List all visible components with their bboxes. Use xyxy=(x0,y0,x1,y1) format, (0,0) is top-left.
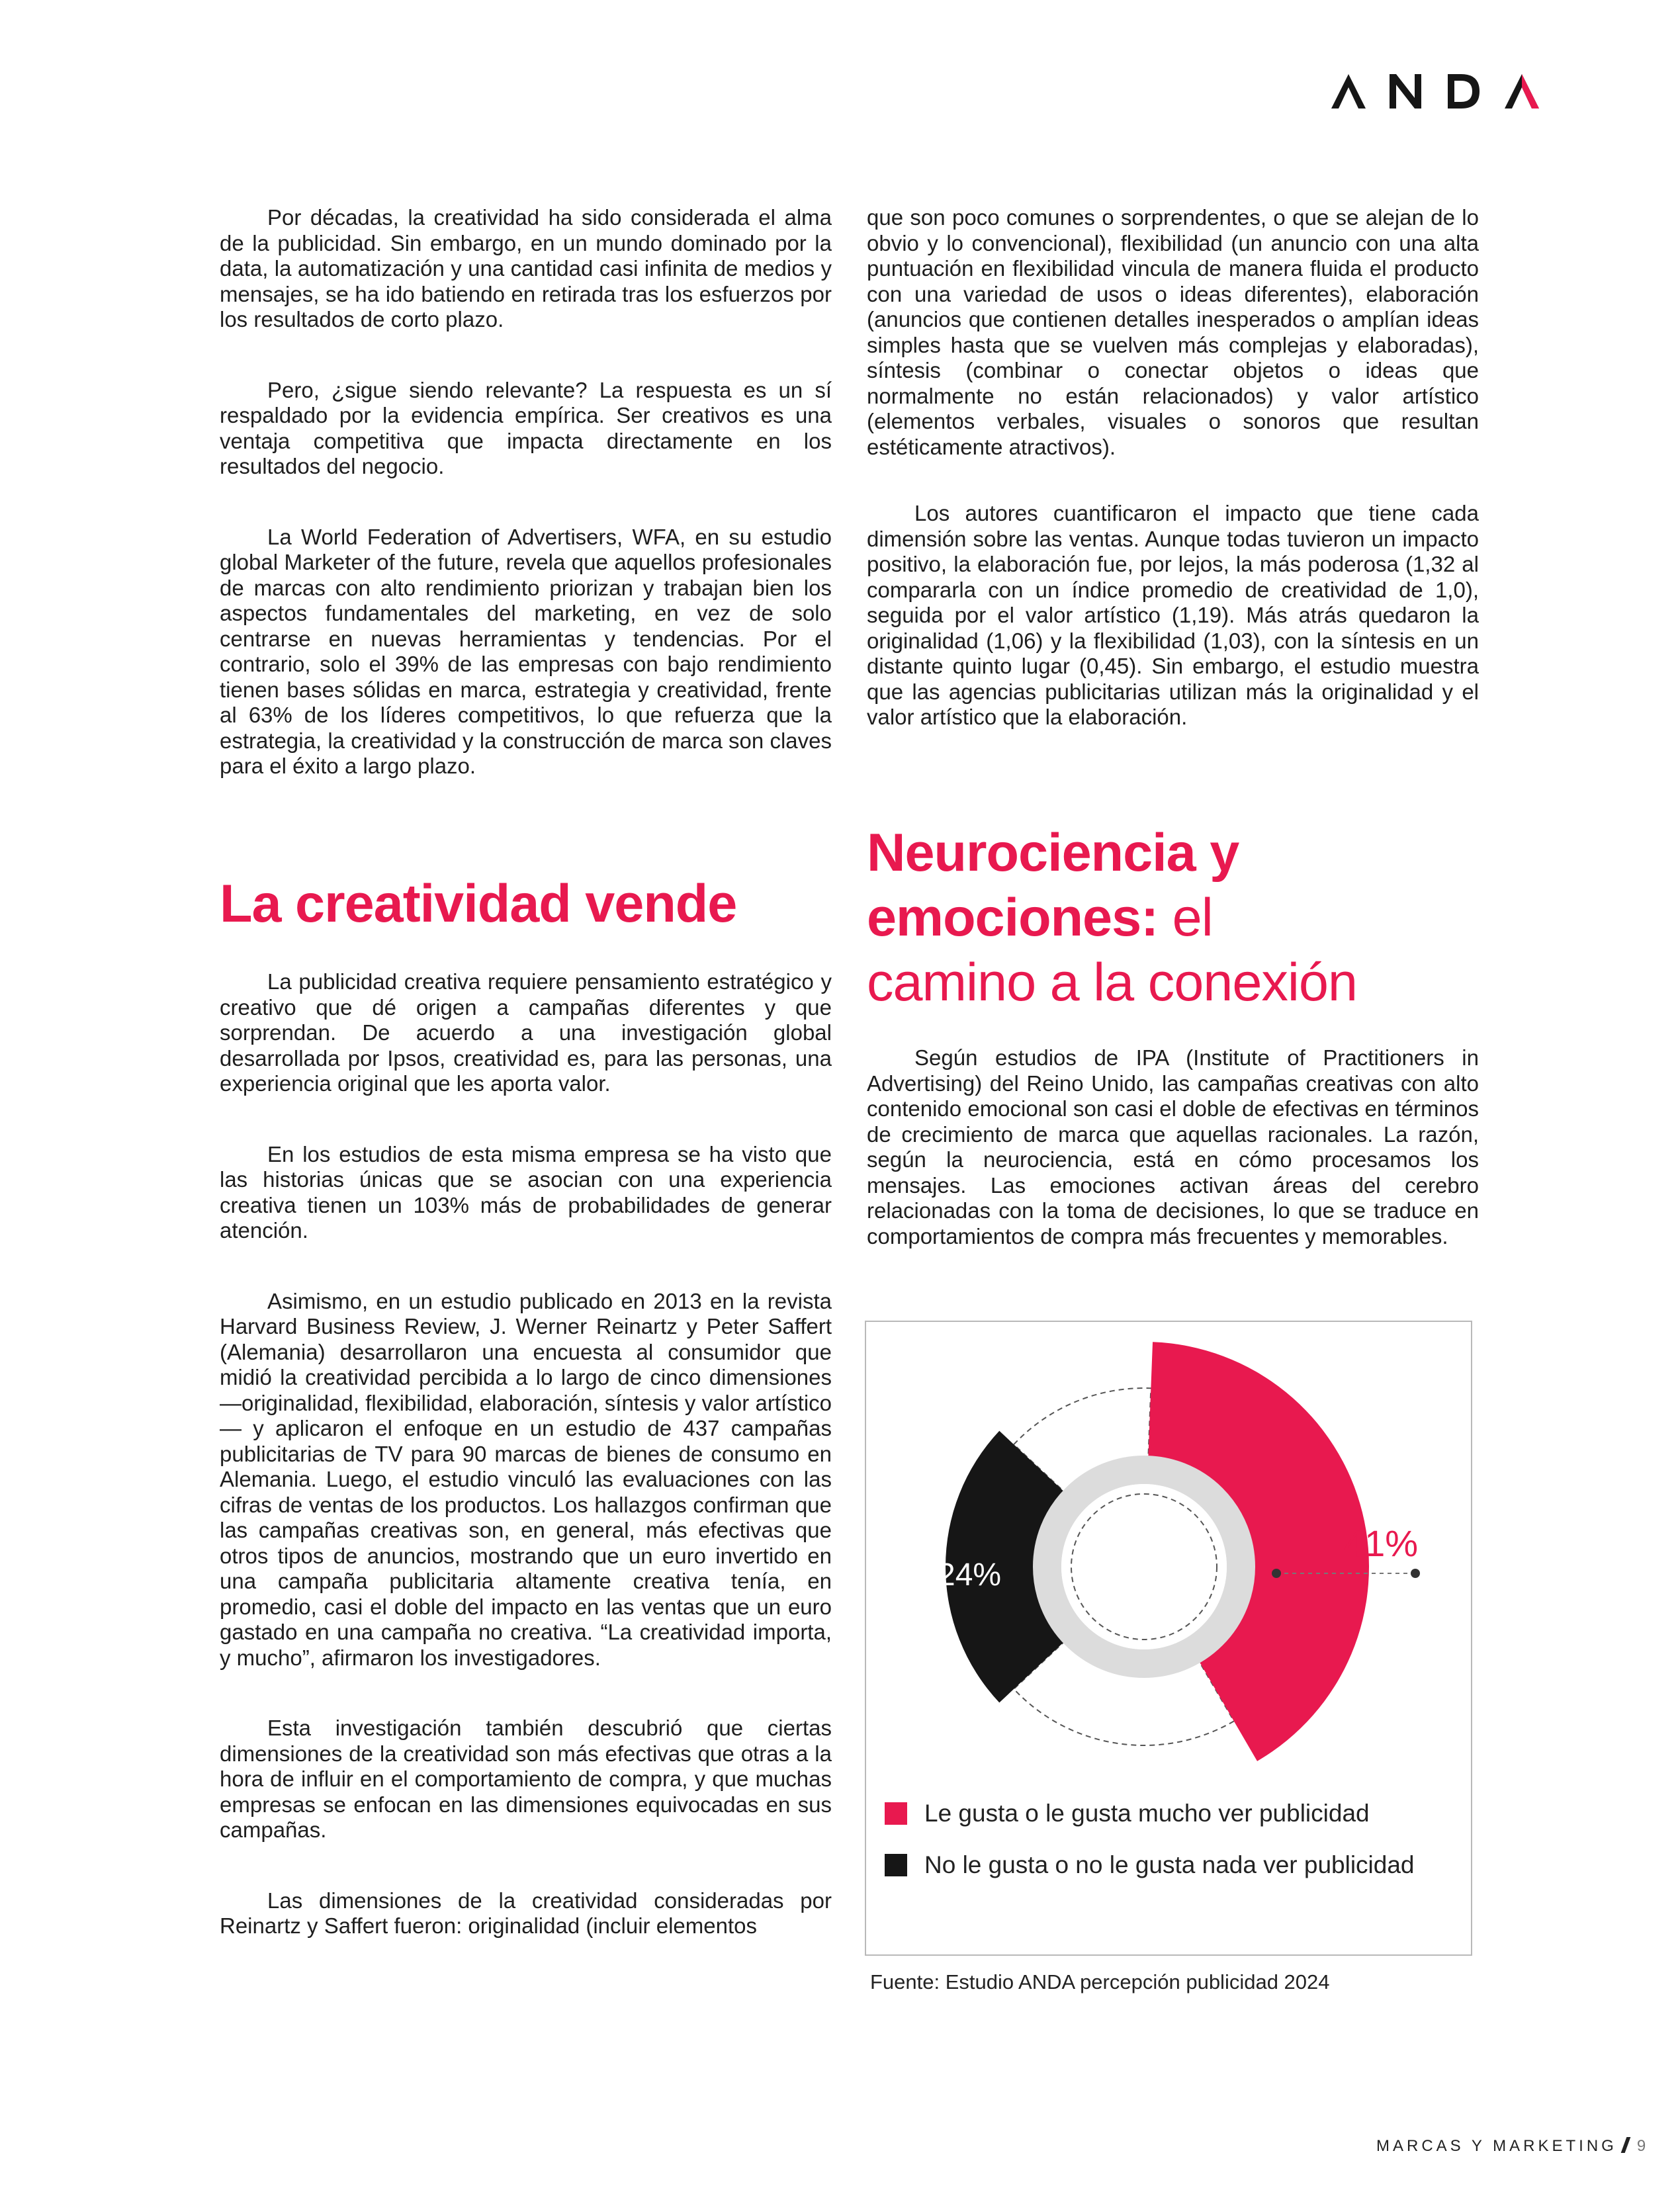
legend-swatch-black xyxy=(885,1854,907,1876)
heading-line-2-bold: emociones: xyxy=(867,888,1159,947)
legend-item-dislike xyxy=(885,1850,1454,1880)
data-label-like: 41% xyxy=(1344,1522,1419,1564)
right-column-lower xyxy=(867,1045,1479,1249)
legend-item-like xyxy=(885,1798,1454,1829)
page-footer xyxy=(1376,2137,1646,2164)
paragraph-dimensiones: Esta investigación también descubrió que ciertas dimensiones de la creatividad son más efectivas que otras a la hora de influir en el comportamiento de compra, y que muchas empresas se enfocan en las dimensiones equivocadas en sus campañas. xyxy=(220,1716,832,1842)
paragraph-reinartz: Las dimensiones de la creatividad consideradas por Reinartz y Saffert fueron: originalidad (incluir elementos xyxy=(220,1888,832,1938)
paragraph-intro: Por décadas, la creatividad ha sido considerada el alma de la publicidad. Sin embargo, en un mundo dominado por la data, la automatización y una cantidad casi infinita de medios y mensajes, se ha ido batiendo en retirada tras los esfuerzos por los resultados de corto plazo. xyxy=(220,205,832,331)
heading-line-1: Neurociencia y xyxy=(867,823,1239,883)
legend-swatch-pink xyxy=(885,1802,907,1825)
paragraph-dimension-definitions: que son poco comunes o sorprendentes, o que se alejan de lo obvio y lo convencional), flexibilidad (un anuncio con una alta puntuación en flexibilidad vincula de manera fluida el producto con una variedad de usos o ideas diferentes), elaboración (anuncios que contienen detalles inesperados o amplían ideas simples hasta que se vuelven más complejas y elaboradas), síntesis (combinar o conectar objetos o ideas que normalmente no están relacionados) y valor artístico (elementos verbales, visuales o sonoros que resultan estéticamente atractivos). xyxy=(867,205,1479,459)
left-column-lower xyxy=(220,969,832,1939)
paragraph-ipa: Según estudios de IPA (Institute of Practitioners in Advertising) del Reino Unido, las campañas creativas con alto contenido emocional son casi el doble de efectivas en términos de crecimiento de marca que aquellas racionales. La razón, según la neurociencia, está en cómo procesamos los mensajes. Las emociones activan áreas del cerebro relacionadas con la toma de decisiones, lo que se traduce en comportamientos de compra más frecuentes y memorables. xyxy=(867,1045,1479,1248)
footer-separator-icon xyxy=(1620,2137,1630,2153)
paragraph-impacto: Los autores cuantificaron el impacto que tiene cada dimensión sobre las ventas. Aunque todas tuvieron un impacto positivo, la elaboración fue, por lejos, la más poderosa (1,32 al compararla con un índice promedio de creatividad de 1,0), seguida por el valor artístico (1,19). Más atrás quedaron la originalidad (1,06) y la flexibilidad (1,03), con la síntesis en un distante quinto lugar (0,45). Sin embargo, el estudio muestra que las agencias publicitarias utilizan más la originalidad y el valor artístico que la elaboración. xyxy=(867,501,1479,729)
anda-logo xyxy=(1330,71,1542,111)
paragraph-wfa: La World Federation of Advertisers, WFA, en su estudio global Marketer of the future, revela que aquellos profesionales de marcas con alto rendimiento priorizan y trabajan bien los aspectos fundamentales del marketing, en vez de solo centrarse en nuevas herramientas y tendencias. Por el contrario, solo el 39% de las empresas con bajo rendimiento tienen bases sólidas en marca, estrategia y creatividad, frente al 63% de los líderes competitivos, lo que refuerza que la estrategia, la creatividad y la construcción de marca son claves para el éxito a largo plazo. xyxy=(220,524,832,778)
chart-hub-center xyxy=(1061,1484,1227,1649)
legend-label-dislike: No le gusta o no le gusta nada ver publicidad xyxy=(924,1851,1415,1878)
paragraph-harvard: Asimismo, en un estudio publicado en 2013 en la revista Harvard Business Review, J. Werner Reinartz y Peter Saffert (Alemania) desarrollaron una encuesta al consumidor que midió la creatividad percibida a lo largo de cinco dimensiones—originalidad, flexibilidad, elaboración, síntesis y valor artístico— y aplicaron el enfoque en un estudio de 437 campañas publicitarias de TV para 90 marcas de bienes de consumo en Alemania. Luego, el estudio vinculó las evaluaciones con las cifras de ventas de los productos. Los hallazgos confirman que las campañas creativas son, en general, más efectivas que otros tipos de anuncios, mostrando que un euro invertido en una campaña publicitaria altamente creativa tenía, en promedio, casi el doble del impacto en las ventas que un euro gastado en una campaña no creativa. “La creatividad importa, y mucho”, afirmaron los investigadores. xyxy=(220,1288,832,1670)
right-column xyxy=(867,205,1479,730)
chart-panel xyxy=(865,1321,1472,1956)
heading-line-3: camino a la conexión xyxy=(867,953,1357,1012)
page-number: 9 xyxy=(1636,2137,1646,2155)
heading-neurociencia xyxy=(867,820,1357,1015)
paragraph-historias: En los estudios de esta misma empresa se ha visto que las historias únicas que se asocian con una experiencia creativa tienen un 103% más de probabilidades de generar atención. xyxy=(220,1141,832,1243)
legend xyxy=(885,1798,1454,1880)
chart-source: Fuente: Estudio ANDA percepción publicidad 2024 xyxy=(870,1970,1330,1993)
heading-la-creatividad-vende: La creatividad vende xyxy=(220,874,737,934)
legend-label-like: Le gusta o le gusta mucho ver publicidad xyxy=(924,1800,1370,1827)
paragraph-relevance: Pero, ¿sigue siendo relevante? La respuesta es un sí respaldado por la evidencia empírica. Ser creativos es una ventaja competitiva que impacta directamente en los resultados del negocio. xyxy=(220,377,832,478)
footer-section: MARCAS Y MARKETING xyxy=(1376,2137,1617,2155)
callout-dot-inner xyxy=(1272,1569,1281,1578)
paragraph-ipsos: La publicidad creativa requiere pensamiento estratégico y creativo que dé origen a campañas diferentes y que sorprendan. De acuerdo a una investigación global desarrollada por Ipsos, creatividad es, para las personas, una experiencia original que les aporta valor. xyxy=(220,969,832,1096)
callout-dot-outer xyxy=(1411,1569,1420,1578)
heading-line-2-light: el xyxy=(1158,888,1213,947)
data-label-dislike: 24% xyxy=(938,1557,1002,1593)
left-column xyxy=(220,205,832,779)
